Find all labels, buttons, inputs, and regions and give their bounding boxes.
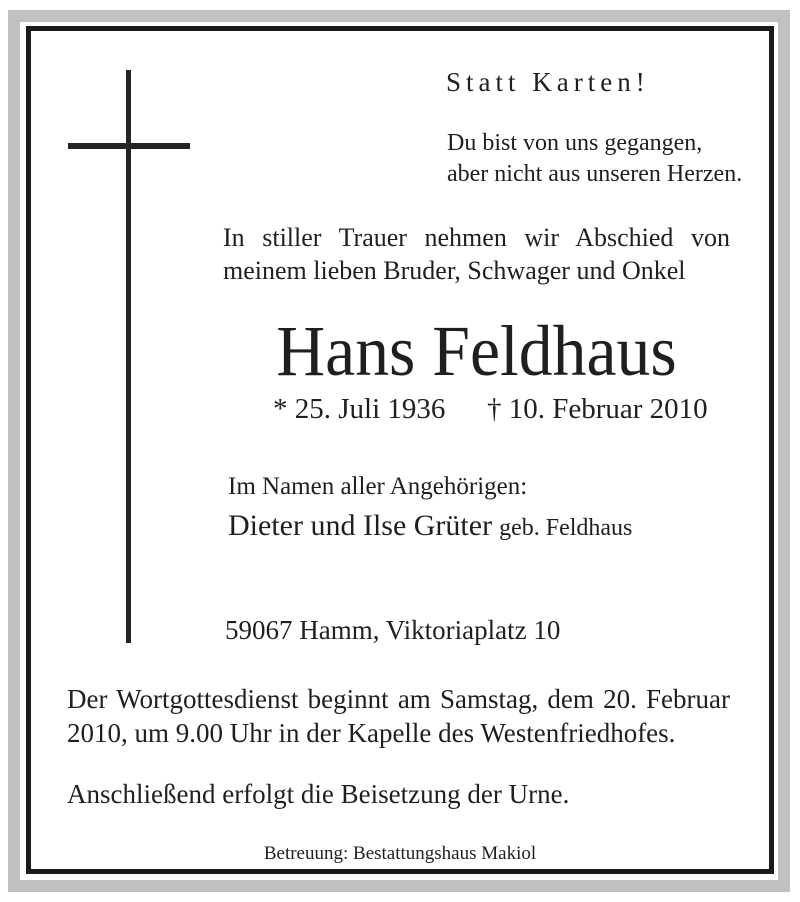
service-line-1: Der Wortgottesdienst beginnt am Samstag, dem 20. Februar — [67, 684, 730, 714]
epigraph — [447, 128, 742, 190]
epigraph-line-2: aber nicht aus unseren Herzen. — [447, 161, 743, 187]
death-date: † 10. Februar 2010 — [487, 393, 708, 425]
statt-karten-heading: Statt Karten! — [446, 67, 650, 97]
deceased-name: Hans Feldhaus — [276, 311, 677, 391]
service-paragraph — [67, 682, 730, 750]
family-names: Dieter und Ilse Grüter — [228, 509, 493, 542]
cross-horizontal-bar — [68, 143, 190, 149]
burial-line: Anschließend erfolgt die Beisetzung der Urne. — [67, 779, 570, 809]
address-line: 59067 Hamm, Viktoriaplatz 10 — [225, 615, 561, 645]
family-intro-line: Im Namen aller Angehörigen: — [228, 473, 528, 500]
intro-paragraph — [223, 221, 730, 287]
cross-vertical-bar — [126, 70, 131, 643]
funeral-home-care-line: Betreuung: Bestattungshaus Makiol — [263, 843, 537, 864]
family-name-suffix: geb. Feldhaus — [499, 515, 633, 541]
birth-date: * 25. Juli 1936 — [273, 393, 446, 425]
family-names-line — [228, 511, 632, 543]
service-line-2: 2010, um 9.00 Uhr in der Kapelle des Westenfriedhofes. — [67, 718, 676, 748]
intro-line-2: meinem lieben Bruder, Schwager und Onkel — [223, 256, 686, 285]
intro-line-1: In stiller Trauer nehmen wir Abschied von — [223, 223, 730, 252]
epigraph-line-1: Du bist von uns gegangen, — [447, 130, 703, 156]
